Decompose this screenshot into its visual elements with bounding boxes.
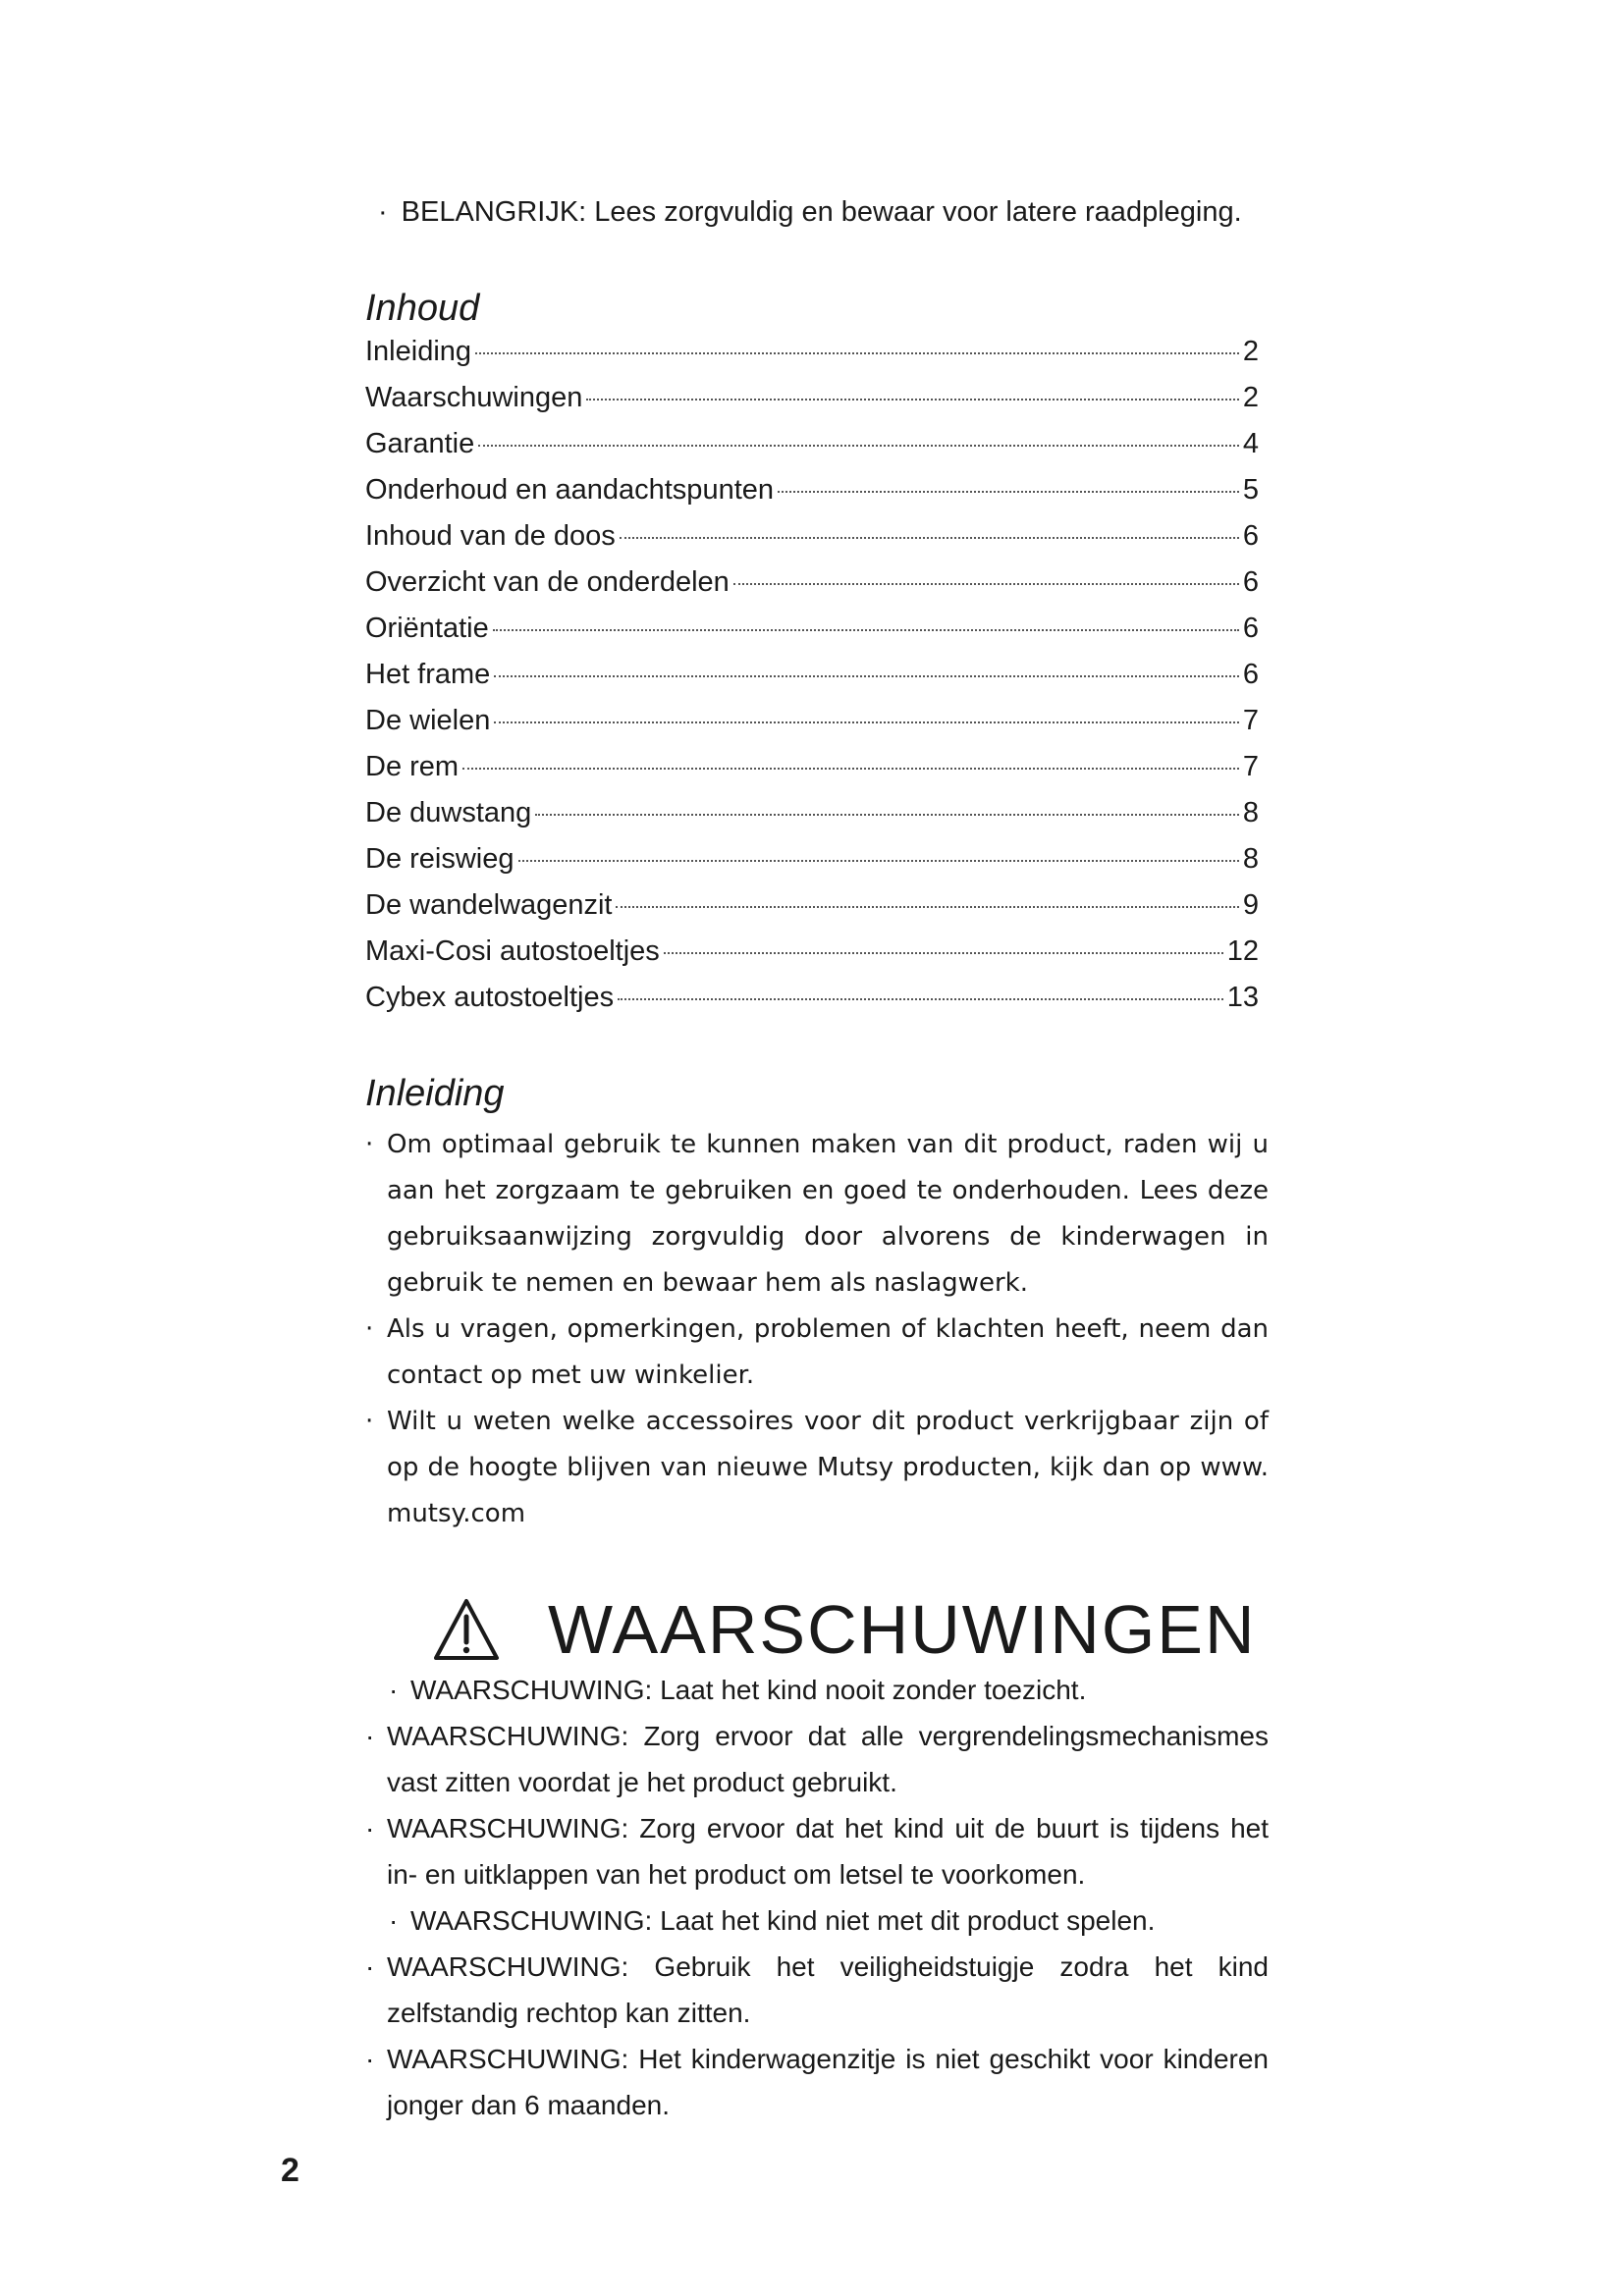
warnings-title: WAARSCHUWINGEN	[548, 1591, 1257, 1668]
toc-entry	[365, 797, 1259, 843]
warning-triangle-icon	[432, 1597, 501, 1662]
toc-entry	[365, 982, 1259, 1028]
toc-entry	[365, 843, 1259, 889]
toc-leader	[494, 721, 1239, 723]
toc-entry-page: 5	[1242, 474, 1259, 506]
toc-entry-label: Garantie	[365, 428, 475, 459]
warning-item: · WAARSCHUWING: Gebruik het veiligheidstuigje zodra het kind zelfstandig rechtop kan zitten.	[365, 1944, 1269, 2036]
toc-entry	[365, 336, 1259, 382]
toc-leader	[494, 675, 1239, 677]
toc-entry	[365, 613, 1259, 659]
warnings-header	[432, 1585, 1257, 1674]
toc-entry	[365, 474, 1259, 520]
toc-entry-page: 8	[1242, 797, 1259, 828]
toc-entry-label: De wandelwagenzit	[365, 889, 613, 921]
toc-entry-page: 13	[1226, 982, 1259, 1013]
warning-item: · WAARSCHUWING: Zorg ervoor dat het kind uit de buurt is tijdens het in- en uitklappen van het product om letsel te voorkomen.	[365, 1805, 1269, 1897]
warning-item: · WAARSCHUWING: Laat het kind nooit zonder toezicht.	[365, 1667, 1269, 1713]
toc-entry-page: 9	[1242, 889, 1259, 921]
toc-entry-page: 2	[1242, 382, 1259, 413]
toc-leader	[733, 583, 1239, 585]
toc-leader	[518, 860, 1239, 862]
intro-title: Inleiding	[365, 1073, 505, 1114]
toc-entry-page: 2	[1242, 336, 1259, 367]
toc-leader	[493, 629, 1239, 631]
warning-item: · WAARSCHUWING: Het kinderwagenzitje is niet geschikt voor kinderen jonger dan 6 maanden.	[365, 2036, 1269, 2128]
toc-entry-label: Het frame	[365, 659, 491, 690]
important-notice: · BELANGRIJK: Lees zorgvuldig en bewaar voor latere raadpleging.	[378, 196, 1242, 228]
intro-paragraph: · Om optimaal gebruik te kunnen maken van dit product, raden wij u aan het zorgzaam te gebruiken en goed te onderhouden. Lees deze gebruiksaanwijzing zorgvuldig door alvorens de kinderwagen in gebruik te nemen en bewaar hem als naslagwerk.	[365, 1122, 1269, 1307]
toc-leader	[535, 814, 1239, 816]
toc-entry-label: Cybex autostoeltjes	[365, 982, 615, 1013]
toc-entry	[365, 382, 1259, 428]
toc-entry-page: 7	[1242, 705, 1259, 736]
toc-entry	[365, 935, 1259, 982]
toc-entry	[365, 659, 1259, 705]
toc-leader	[620, 537, 1239, 539]
warning-item: · WAARSCHUWING: Zorg ervoor dat alle vergrendelingsmechanismes vast zitten voordat je het product gebruikt.	[365, 1713, 1269, 1805]
toc-entry-label: Inhoud van de doos	[365, 520, 616, 552]
toc-entry-label: Onderhoud en aandachtspunten	[365, 474, 775, 506]
toc-entry-page: 6	[1242, 566, 1259, 598]
toc-leader	[616, 906, 1238, 908]
toc-entry-label: Oriëntatie	[365, 613, 489, 644]
table-of-contents	[365, 336, 1259, 1028]
toc-leader	[778, 491, 1239, 493]
warnings-list	[365, 1667, 1269, 2128]
toc-title: Inhoud	[365, 288, 480, 329]
toc-leader	[586, 399, 1238, 400]
warning-item: · WAARSCHUWING: Laat het kind niet met dit product spelen.	[365, 1897, 1269, 1944]
toc-entry-label: De reiswieg	[365, 843, 514, 875]
toc-entry-label: Waarschuwingen	[365, 382, 583, 413]
intro-paragraph: · Wilt u weten welke accessoires voor dit product verkrijgbaar zijn of op de hoogte blijven van nieuwe Mutsy producten, kijk dan op www. mutsy.com	[365, 1399, 1269, 1537]
toc-entry-label: De duwstang	[365, 797, 532, 828]
toc-entry-page: 6	[1242, 520, 1259, 552]
toc-leader	[664, 952, 1223, 954]
intro-section	[365, 1122, 1269, 1537]
toc-entry	[365, 566, 1259, 613]
toc-entry-label: De wielen	[365, 705, 491, 736]
toc-entry-label: Maxi-Cosi autostoeltjes	[365, 935, 660, 967]
toc-entry	[365, 520, 1259, 566]
toc-entry-label: Overzicht van de onderdelen	[365, 566, 730, 598]
toc-leader	[478, 445, 1239, 447]
intro-paragraph: · Als u vragen, opmerkingen, problemen of klachten heeft, neem dan contact op met uw winkelier.	[365, 1307, 1269, 1399]
page-number: 2	[281, 2152, 299, 2189]
toc-entry	[365, 428, 1259, 474]
toc-leader	[475, 352, 1239, 354]
toc-entry-page: 12	[1226, 935, 1259, 967]
toc-entry	[365, 751, 1259, 797]
toc-entry-label: De rem	[365, 751, 460, 782]
toc-entry-page: 4	[1242, 428, 1259, 459]
toc-entry-page: 7	[1242, 751, 1259, 782]
toc-entry	[365, 705, 1259, 751]
toc-entry-label: Inleiding	[365, 336, 472, 367]
toc-entry-page: 8	[1242, 843, 1259, 875]
toc-entry-page: 6	[1242, 613, 1259, 644]
toc-leader	[618, 998, 1223, 1000]
toc-entry-page: 6	[1242, 659, 1259, 690]
toc-leader	[462, 768, 1239, 770]
important-notice-text: BELANGRIJK: Lees zorgvuldig en bewaar voor latere raadpleging.	[401, 196, 1242, 228]
toc-entry	[365, 889, 1259, 935]
